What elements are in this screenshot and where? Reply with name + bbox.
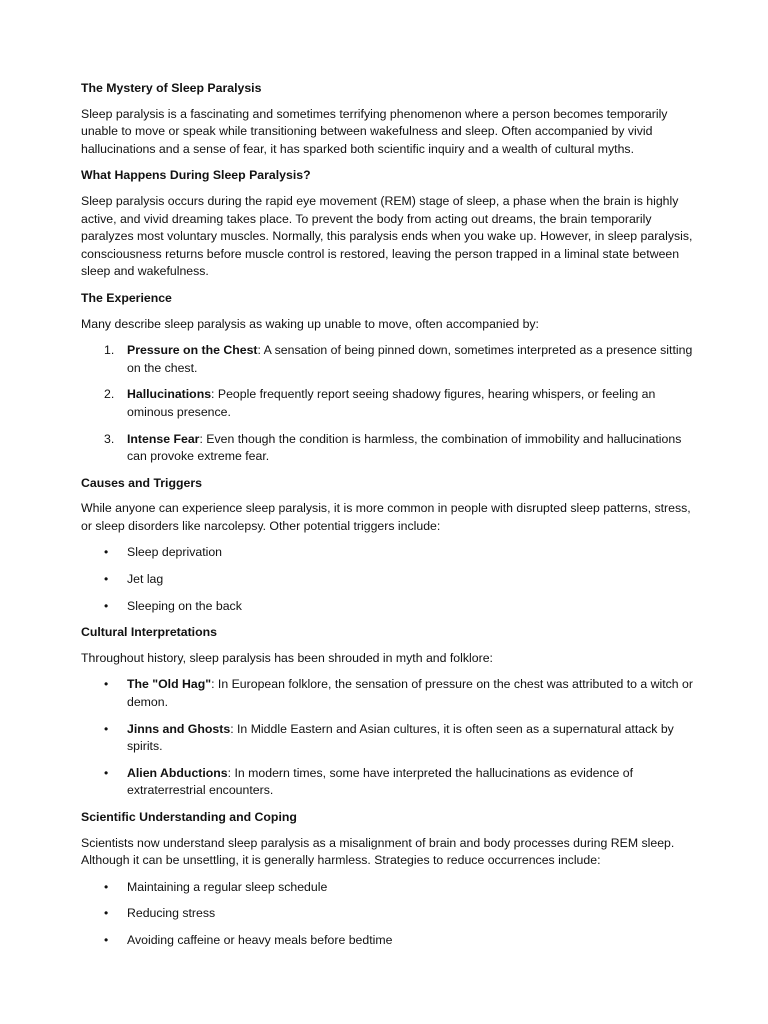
bullet-icon: • [104, 598, 109, 613]
list-item-term: Hallucinations [127, 387, 212, 402]
bullet-icon: • [104, 879, 109, 894]
list-item [81, 571, 693, 589]
bullet-icon: • [104, 765, 109, 780]
experience-list [81, 342, 693, 466]
section-paragraph-causes: While anyone can experience sleep paralysis, it is more common in people with disrupted sleep patterns, stress, or sleep disorders like narcolepsy. Other potential triggers include: [81, 501, 691, 533]
list-item [81, 342, 693, 377]
list-item-text: : Even though the condition is harmless, the combination of immobility and hallucinations can provoke extreme fear. [127, 431, 682, 464]
bullet-icon: • [104, 677, 109, 692]
triggers-list [81, 544, 693, 615]
list-item-text: Sleeping on the back [127, 598, 242, 613]
section-paragraph-scientific: Scientists now understand sleep paralysis as a misalignment of brain and body processes during REM sleep. Although it can be unsettling, it is generally harmless. Strategies to reduce occurrences include: [81, 835, 675, 868]
list-item-text: Jet lag [127, 572, 164, 587]
list-item [81, 879, 693, 897]
list-item-term: The "Old Hag" [127, 677, 212, 692]
list-item-text: Avoiding caffeine or heavy meals before bedtime [127, 932, 393, 947]
list-number: 3. [104, 431, 115, 446]
document-title: The Mystery of Sleep Paralysis [81, 81, 262, 95]
list-item-term: Pressure on the Chest [127, 343, 258, 358]
list-number: 1. [104, 343, 115, 358]
list-item-text: Reducing stress [127, 906, 216, 921]
list-item-text: : In European folklore, the sensation of pressure on the chest was attributed to a witch or demon. [127, 677, 693, 710]
intro-paragraph: Sleep paralysis is a fascinating and sometimes terrifying phenomenon where a person becomes temporarily unable to move or speak while transitioning between wakefulness and sleep. Often accompanied by vivid hallucinations and a sense of fear, it has sparked both scientific inquiry and a wealth of cultural myths. [81, 106, 668, 156]
list-item-text: Maintaining a regular sleep schedule [127, 879, 328, 894]
list-item [81, 676, 693, 711]
cultural-list [81, 676, 693, 800]
list-item-term: Alien Abductions [127, 765, 228, 780]
list-item-term: Intense Fear [127, 431, 200, 446]
list-item-text: Sleep deprivation [127, 545, 223, 560]
list-item-text: : A sensation of being pinned down, sometimes interpreted as a presence sitting on the chest. [127, 343, 693, 375]
section-paragraph-cultural: Throughout history, sleep paralysis has been shrouded in myth and folklore: [81, 650, 493, 665]
document-body [81, 80, 693, 959]
bullet-icon: • [104, 721, 109, 736]
list-item [81, 721, 693, 756]
list-item [81, 765, 693, 800]
bullet-icon: • [104, 545, 109, 560]
list-item [81, 598, 693, 616]
bullet-icon: • [104, 906, 109, 921]
list-number: 2. [104, 387, 115, 402]
list-item [81, 932, 693, 950]
bullet-icon: • [104, 932, 109, 947]
list-item-text: : People frequently report seeing shadowy figures, hearing whispers, or feeling an ominous presence. [127, 387, 656, 419]
section-paragraph-what-happens: Sleep paralysis occurs during the rapid eye movement (REM) stage of sleep, a phase when the brain is highly active, and vivid dreaming takes place. To prevent the body from acting out dreams, the brain temporarily paralyzes most voluntary muscles. Normally, this paralysis ends when you wake up. However, in sleep paralysis, consciousness returns before muscle control is restored, leaving the person trapped in a liminal state between sleep and wakefulness. [81, 193, 693, 279]
list-item [81, 386, 693, 421]
list-item [81, 905, 693, 923]
bullet-icon: • [104, 572, 109, 587]
list-item [81, 544, 693, 562]
section-heading-causes: Causes and Triggers [81, 475, 202, 490]
coping-list [81, 879, 693, 950]
section-paragraph-experience: Many describe sleep paralysis as waking up unable to move, often accompanied by: [81, 316, 539, 331]
section-heading-cultural: Cultural Interpretations [81, 625, 217, 640]
list-item-text: : In Middle Eastern and Asian cultures, it is often seen as a supernatural attack by spirits. [127, 721, 674, 754]
list-item-term: Jinns and Ghosts [127, 721, 231, 736]
list-item-text: : In modern times, some have interpreted the hallucinations as evidence of extraterrestrial encounters. [127, 765, 633, 798]
section-heading-what-happens: What Happens During Sleep Paralysis? [81, 168, 311, 183]
section-heading-scientific: Scientific Understanding and Coping [81, 810, 297, 824]
section-heading-experience: The Experience [81, 290, 172, 305]
list-item [81, 431, 693, 466]
